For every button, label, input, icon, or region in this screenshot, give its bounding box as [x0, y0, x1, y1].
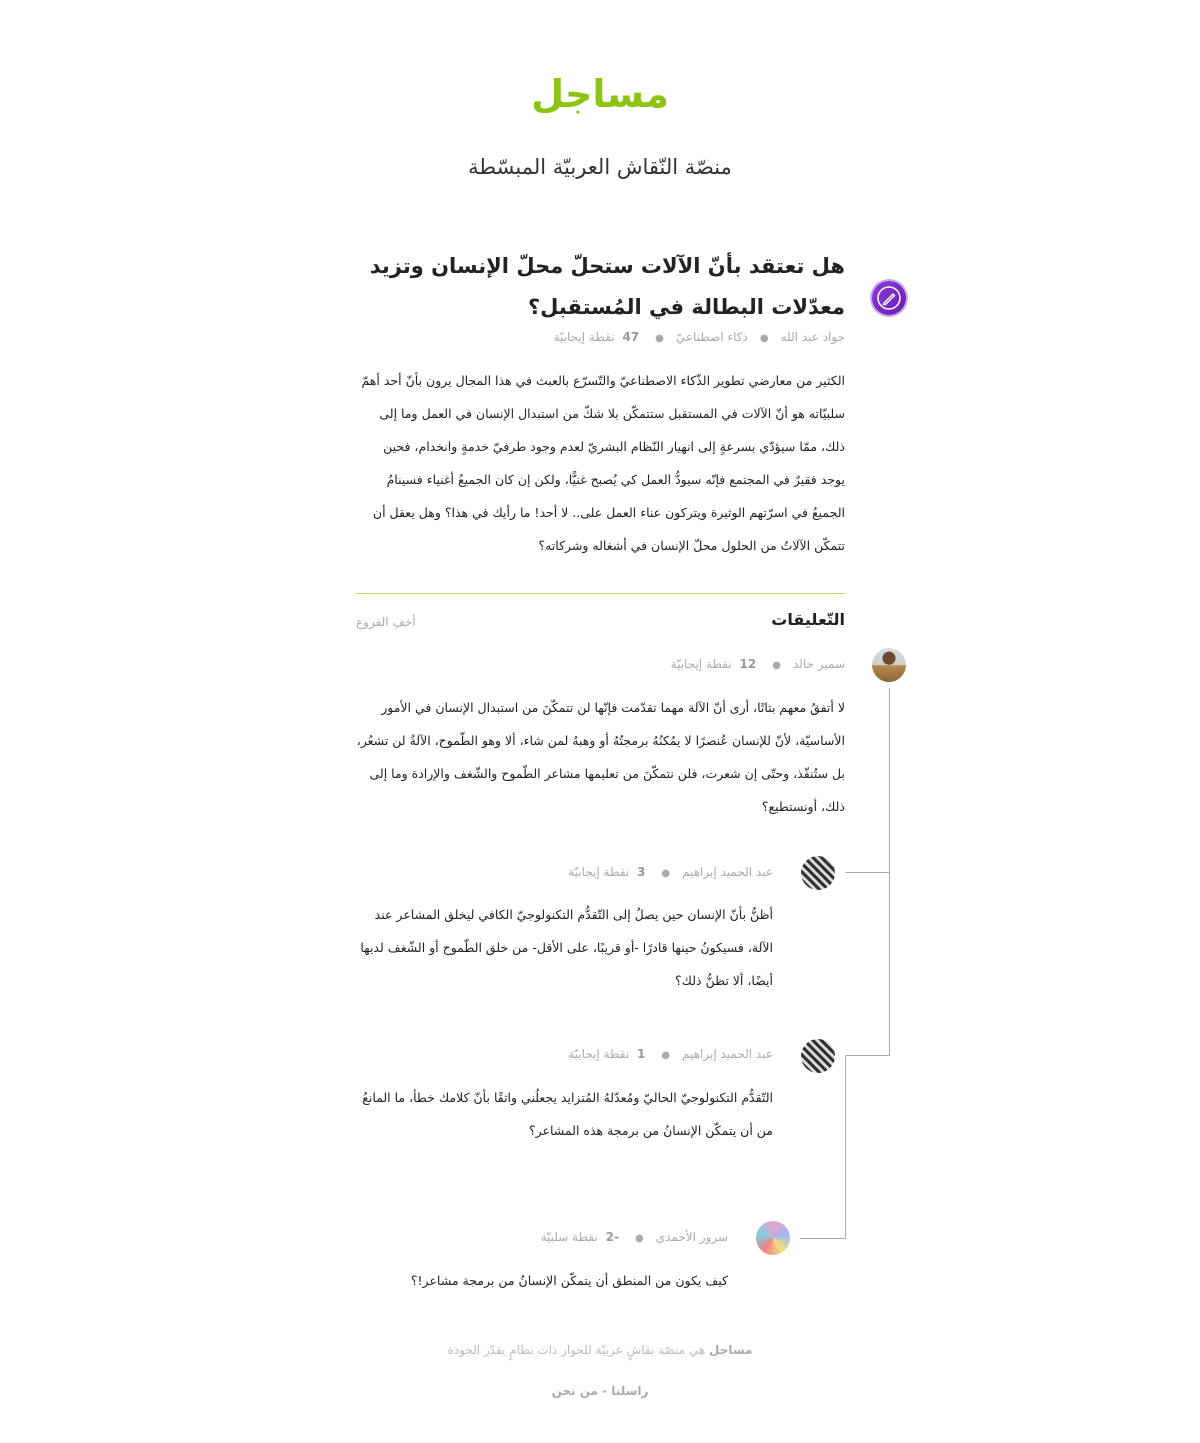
comment-points: 1 [637, 1047, 646, 1061]
separator: - [602, 1384, 608, 1398]
post-body: الكثير من معارضي تطوير الذّكاء الاصطناعيّ والتّسرّع بالعبث في هذا المجال يرون بأنّ أحد أهمّ سلبيّاته هو أنّ الآلات في المستقبل ستتمكّن بلا شكّ من استبدال الإنسان في العمل وما إلى ذلك، ممّا سيؤدّي بسرعةٍ إلى انهيار النّظام البشريّ لعدم وجود طرفيّ خدمةٍ وانخدام، فحين يوجد فقيرٌ في المجتمع فإنّه سيودُّ العمل كي يُصبح غنيًّا، ولكن إن كان الجميعُ أغنياء فسينامُ الجميعُ في اسرّتهم الوثيرة ويتركون عناء العمل على.. لا أحد! ما رأيك في هذا؟ وهل يعقل أن تتمكّن الآلاتُ من الحلول محلّ الإنسان في أشغاله وشركاته؟ [361, 373, 845, 553]
post-author[interactable]: جواد عبد الله [780, 330, 845, 344]
hide-branches-link[interactable]: أخفِ الفروع [356, 615, 416, 629]
footer-links [0, 1384, 1200, 1398]
avatar[interactable] [756, 1221, 790, 1255]
avatar[interactable] [801, 856, 835, 890]
comment-meta: عبد الحميد إبراهيم●1 نقطة إيجابيّة [568, 1047, 773, 1061]
post-category[interactable]: ذكاء اصطناعيّ [675, 330, 748, 344]
comment-meta: سمير خالد●12 نقطة إيجابيّة [670, 657, 845, 671]
avatar[interactable] [801, 1039, 835, 1073]
comment-body: أظنُّ بأنّ الإنسان حين يصلُ إلى التّقدُّم التكنولوجيّ الكافي ليخلق المشاعر عند الآلة، فسيكونُ حينها قادرًا -أو قريبًا، على الأقل- من خلق الطّموح أو الشّغف لديها أيضًا، ألا تظنُّ ذلك؟ [360, 907, 773, 988]
post-points: 47 [622, 330, 640, 344]
points-label: نقطة سلبيّة [540, 1230, 598, 1244]
comments-heading: التّعليقات [771, 610, 845, 629]
points-label: نقطة إيجابيّة [670, 657, 732, 671]
site-tagline: منصّة النّقاش العربيّة المبسّطة [468, 155, 732, 179]
thread-connector [800, 1238, 846, 1239]
thread-line [845, 1055, 846, 1239]
site-logo[interactable]: مساجل [531, 72, 669, 116]
comment-points: 12 [739, 657, 757, 671]
comment-author[interactable]: عبد الحميد إبراهيم [682, 1047, 773, 1061]
comment-meta: سرور الأحمدي●-2 نقطة سلبيّة [540, 1230, 728, 1244]
post-title: هل تعتقد بأنّ الآلات ستحلّ محلّ الإنسان وتزيد معدّلات البطالة في المُستقبل؟ [369, 254, 845, 319]
thread-connector [845, 872, 890, 873]
avatar[interactable] [872, 648, 906, 682]
about-link[interactable]: من نحن [551, 1384, 598, 1398]
comment-author[interactable]: سمير خالد [792, 657, 845, 671]
comment-points: -2 [605, 1230, 619, 1244]
pen-icon [872, 281, 906, 315]
points-label: نقطة إيجابيّة [568, 1047, 630, 1061]
footer-description [0, 1343, 1200, 1357]
comment-points: 3 [637, 865, 646, 879]
footer-brand: مساجل [708, 1343, 753, 1357]
contact-link[interactable]: راسلنا [611, 1384, 649, 1398]
footer-text: هي منصّة نقاشٍ عربيّة للحوار ذات نظامٍ يقدّر الجودة [447, 1343, 706, 1357]
comment-author[interactable]: سرور الأحمدي [655, 1230, 728, 1244]
points-label: نقطة إيجابيّة [553, 330, 615, 344]
comment-meta: عبد الحميد إبراهيم●3 نقطة إيجابيّة [568, 865, 773, 879]
points-label: نقطة إيجابيّة [568, 865, 630, 879]
comment-body: التّقدُّم التكنولوجيّ الحاليّ ومُعدّلهُ المُتزايد يجعلُني واثقًا بأنّ كلامك خطأ، ما المانعُ من أن يتمكّن الإنسانُ من برمجة هذه المشاعر؟ [362, 1090, 773, 1138]
comment-author[interactable]: عبد الحميد إبراهيم [682, 865, 773, 879]
post-meta: جواد عبد الله●ذكاء اصطناعيّ●47 نقطة إيجابيّة [553, 330, 845, 344]
comment-body: كيف يكون من المنطق أن يتمكّن الإنسانُ من برمجة مشاعر!؟ [410, 1273, 728, 1288]
comment-body: لا أتفقُ معهم بتاتًا، أرى أنّ الآلة مهما تقدّمت فإنّها لن تتمكّنَ من استبدال الإنسان في الأمور الأساسيّة، لأنّ للإنسان عُنصرًا لا يمُكنُهُ برمجتُهُ أو وهبهُ لمن شاء، ألا وهو الطّموح، الآلةُ لن تشعُر، بل ستُنفّذ، وحتّى إن شعرت، فلن نتمكّنَ من تعليمها مشاعر الطّموح والشّغف والإرادة وما إلى ذلك، أونستطيع؟ [356, 700, 845, 814]
thread-connector [845, 1055, 890, 1056]
divider [356, 593, 845, 594]
